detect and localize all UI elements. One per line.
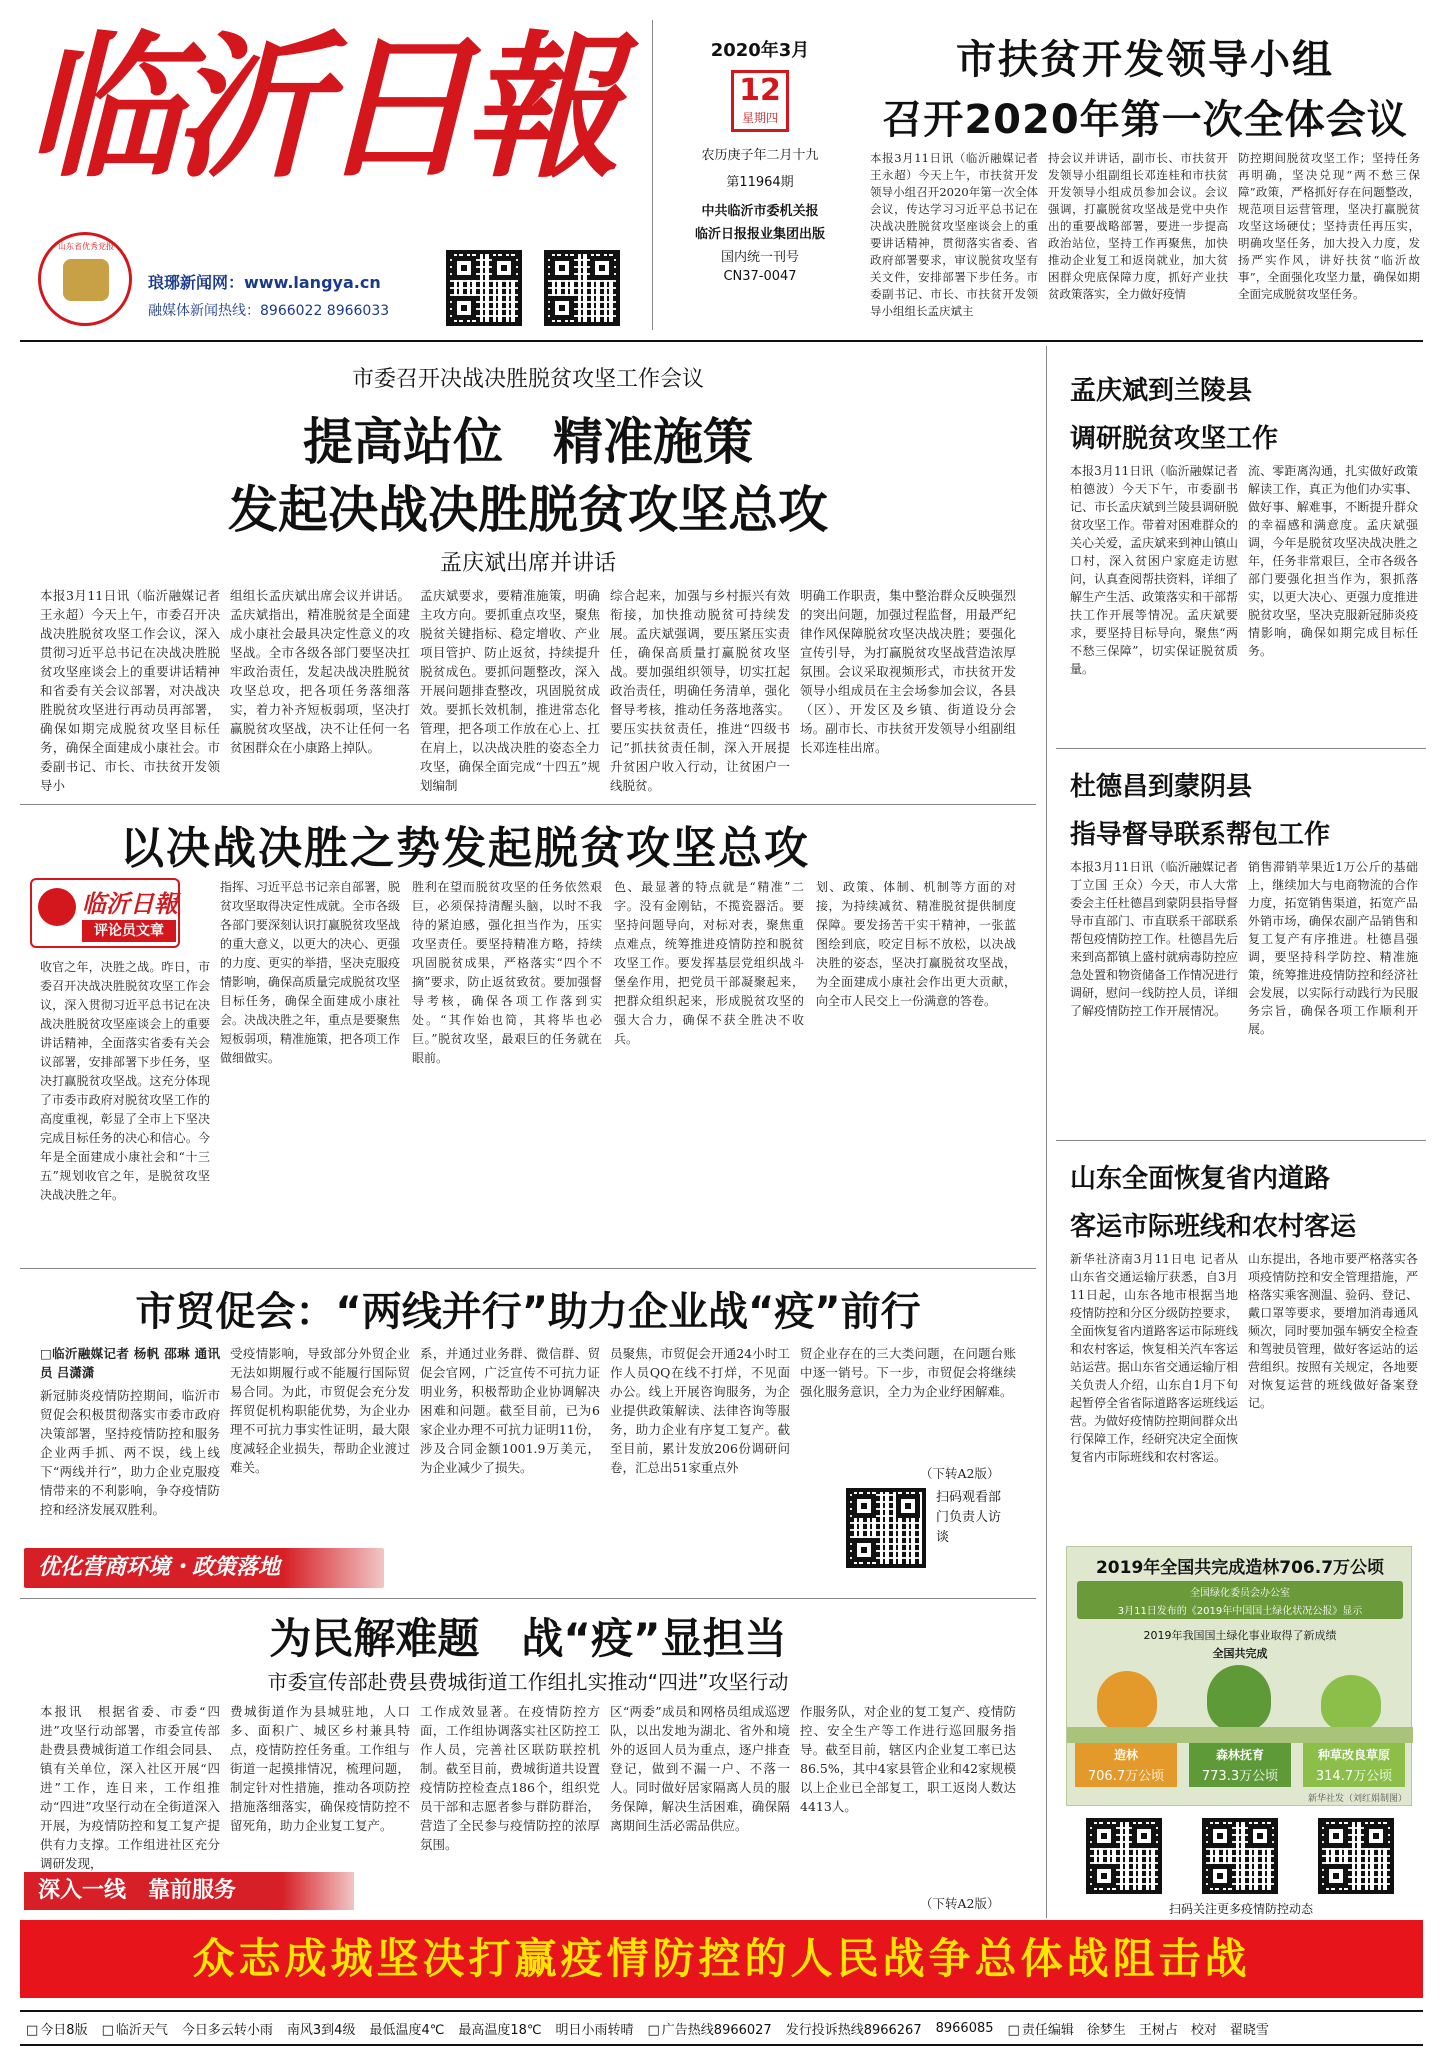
qr-code[interactable]	[544, 250, 620, 326]
qr-footer-label: 扫码关注更多疫情防控动态	[1168, 1902, 1313, 1916]
top-story-title-1: 市扶贫开发领导小组	[956, 37, 1334, 83]
infographic-item-3	[1303, 1743, 1405, 1787]
trade-continued: （下转A2版）	[920, 1466, 1000, 1481]
infographic-sub-2: 3月11日发布的《2019年中国国土绿化状况公报》显示	[1117, 1606, 1363, 1617]
qr-code[interactable]	[446, 250, 522, 326]
editorial-headline: 以决战决胜之势发起脱贫攻坚总攻	[120, 823, 810, 874]
editorial-logo-sub: 评论员文章	[82, 920, 176, 942]
trade-col-5: 贸企业存在的三大类问题，在问题台账中逐一销号。下一步，市贸促会将继续强化服务意识，全力为企业纾困解难。	[800, 1346, 1016, 1399]
feixian-headline: 为民解难题 战“疫”显担当	[269, 1614, 787, 1663]
lead-headline-2: 发起决战决胜脱贫攻坚总攻	[228, 481, 828, 539]
infographic-item-2	[1189, 1743, 1291, 1787]
feixian-col-2: 费城街道作为县城驻地，人口多、面积广、城区乡村兼具特点，疫情防控任务重。工作组与街道一起摸排情况，梳理问题，制定针对性措施，推动各项防控措施落细落实，确保疫情防控不留死角，助力企业复工复产。	[230, 1704, 410, 1833]
top-story-col-1: 本报3月11日讯（临沂融媒记者 王永超）今天上午，市扶贫开发领导小组召开2020年第一次全体会议，传达学习习近平总书记在决战决胜脱贫攻坚座谈会上的重要讲话精神，贯彻落实省委、省政府部署要求，审议脱贫攻坚有关文件，安排部署下步任务。市委副书记、市长、市扶贫开发领导小组组长孟庆斌主	[870, 151, 1038, 318]
editorial-logo-title: 临沂日報	[82, 889, 178, 918]
lead-byline: 孟庆斌出席并讲话	[439, 551, 616, 576]
editorial	[20, 808, 1036, 1268]
footer-editor: □ 责任编辑 徐梦生 王树占 校对 翟晓雪	[1008, 2019, 1269, 2038]
side-2-col-2: 销售滞销苹果近1万公斤的基础上，继续加大与电商物流的合作力度，拓宽销售渠道，拓宽产品外销市场，确保农副产品销售和复工复产有序推进。杜德昌强调，要坚持科学防控、精准施策，统筹推进疫情防控和经济社会发展，以实际行动践行为民服务宗旨，确保各项工作顺利开展。	[1248, 860, 1418, 1036]
footer-complaint: 发行投诉热线8966267	[785, 2022, 922, 2038]
infographic-sub-4: 全国共完成	[1212, 1647, 1268, 1660]
publisher-1: 中共临沂市委机关报	[701, 204, 819, 219]
trade-col-1: 新冠肺炎疫情防控期间，临沂市贸促会积极贯彻落实市委市政府决策部署，坚持疫情防控和服务企业两手抓、两不误，线上线下“两线并行”，助力企业克服疫情带来的不利影响，争夺疫情防控和经济发展双胜利。	[40, 1388, 220, 1517]
lead-col-5: 明确工作职责，集中整治群众反映强烈的突出问题，加强过程监督，用最严纪律作风保障脱贫攻坚决战决胜；要强化宣传引导，为打赢脱贫攻坚战营造浓厚氛围。会议采取视频形式，市扶贫开发领导小组成员在主会场参加会议，各县（区）、开发区及乡镇、街道设分会场。副市长、市扶贫开发领导小组副组长邓连桂出席。	[800, 588, 1016, 755]
feixian-col-1: 本报讯 根据省委、市委“四进”攻坚行动部署，市委宣传部赴费县费城街道工作组会同县、镇有关单位，深入社区开展“四进”工作，连日来，工作组推动“四进”攻坚行动在全街道深入开展，为疫情防控和复工复产提供有力支撑。工作组进社区充分调研发现，	[40, 1704, 220, 1871]
side-3-title-1: 山东全面恢复省内道路	[1070, 1164, 1331, 1194]
editorial-col-3: 胜利在望而脱贫攻坚的任务依然艰巨，必须保持清醒头脑，以时不我待的紧迫感，强化担当作为，压实攻坚责任。要坚持精准方略，持续巩固脱贫成果，严格落实“四个不摘”要求，防止返贫致贫。要加强督导考核，确保各项工作落到实处。“其作始也简，其将毕也必巨。”脱贫攻坚，最艰巨的任务就在眼前。	[412, 880, 602, 1065]
trade-banner-text: 优化营商环境・政策落地	[38, 1555, 281, 1580]
footer-weather-5: 明日小雨转晴	[555, 2022, 634, 2038]
side-3-col-1: 新华社济南3月11日电 记者从山东省交通运输厅获悉，自3月11日起，山东各地市根据当地疫情防控和分区分级防控要求，全面恢复省内道路客运市际班线和农村客运，恢复相关汽车客运站运营。据山东省交通运输厅相关负责人介绍，山东自1月下旬起暂停全省省际道路客运班线运营。为做好疫情防控期间群众出行保障工作，经研究决定全面恢复省内市际班线和农村客运。	[1070, 1252, 1239, 1464]
side-1-col-1: 本报3月11日讯（临沂融媒记者 柏德波）今天下午，市委副书记、市长孟庆斌到兰陵县调研脱贫攻坚工作。带着对困难群众的关心关爱，孟庆斌来到神山镇山口村，深入贫困户家庭走访慰问，认真查阅帮扶资料，详细了解生产生活、政策落实和干部帮扶工作开展等情况。孟庆斌要求，要坚持目标导向，聚焦“两不愁三保障”，切实保证脱贫质量。	[1070, 464, 1239, 676]
masthead-title: 临沂日報	[26, 16, 610, 199]
side-3-col-2: 山东提出，各地市要严格落实各项疫情防控和安全管理措施，严格落实乘客测温、验码、登记、戴口罩等要求，要增加消毒通风频次，同时要加强车辆安全检查和驾驶员管理，做好客运站的运营组织。按照有关规定，各地要对恢复运营的班线做好备案登记。	[1248, 1252, 1418, 1410]
feixian-col-4: 区“两委”成员和网格员组成巡逻队，以出发地为湖北、省外和境外的返回人员为重点，逐户排查登记，做到不漏一户、不落一人。同时做好居家隔离人员的服务保障，解决生活困难，确保隔离期间生活必需品供应。	[610, 1704, 790, 1833]
seal-text: 山东省优秀党报	[58, 242, 114, 251]
feixian-col-5: 作服务队，对企业的复工复产、疫情防控、安全生产等工作进行巡回服务指导。截至目前，辖区内企业复工率已达86.5%，其中4家县管企业和42家规模以上企业已全部复工，职工返岗人数达4413人。	[800, 1704, 1016, 1814]
editorial-col-4: 色、最显著的特点就是“精准”二字。没有金刚钻，不揽瓷器活。要坚持问题导向，对标对表，聚焦重点难点，统筹推进疫情防控和脱贫攻坚工作。要发挥基层党组织战斗堡垒作用，把党员干部凝聚起来，把群众组织起来，形成脱贫攻坚的强大合力，确保不获全胜决不收兵。	[614, 880, 804, 1046]
slogan-banner	[20, 1920, 1423, 1998]
infographic-title: 2019年全国共完成造林706.7万公顷	[1095, 1558, 1385, 1578]
feixian-col-3: 工作成效显著。在疫情防控方面，工作组协调落实社区防控工作人员，完善社区联防联控机制。截至目前，费城街道共设置疫情防控检查点186个，组织党员干部和志愿者参与群防群治，营造了全民参与疫情防控的浓厚氛围。	[420, 1704, 600, 1852]
top-story-col-2: 持会议并讲话，副市长、市扶贫开发领导小组副组长邓连桂和市扶贫开发领导小组成员参加会议。会议强调，打赢脱贫攻坚战是党中央作出的重要战略部署，要进一步提高政治站位，坚持工作再聚焦，加快推动企业复工和返岗就业，加大贫困群众兜底保障力度，抓好产业扶贫政策落实，全力做好疫情	[1048, 151, 1228, 301]
trade-story	[20, 1272, 1036, 1594]
hotline: 融媒体新闻热线：8966022 8966033	[148, 303, 390, 319]
infographic-item-3-label: 种草改良草原	[1317, 1748, 1390, 1762]
editorial-col-1: 收官之年，决胜之战。昨日，市委召开决战决胜脱贫攻坚工作会议，深入贯彻习近平总书记在决战决胜脱贫攻坚座谈会上的重要讲话精神，全面落实省委有关会议部署，安排部署下步任务，坚决打赢脱贫攻坚战。这充分体现了市委市政府对脱贫攻坚工作的高度重视，彰显了全市上下坚决完成目标任务的决心和信心。今年是全面建成小康社会和“十三五”规划收官之年，是脱贫攻坚决战决胜之年。	[40, 960, 210, 1202]
footer-complaint-2: 8966085	[935, 2020, 994, 2036]
infographic-sub-banner	[1077, 1581, 1403, 1619]
trade-qr-label: 扫码观看部门负责人访谈	[936, 1490, 1002, 1545]
footer-weather-label: □ 临沂天气	[102, 2019, 168, 2038]
side-2-title-2: 指导督导联系帮包工作	[1070, 820, 1331, 850]
qr-code[interactable]	[1318, 1818, 1394, 1894]
lunar-date: 农历庚子年二月十九	[701, 148, 819, 163]
top-story-col-3: 防控期间脱贫攻坚工作；坚持任务再明确，坚决兑现“两不愁三保障”政策，严格抓好存在问题整改，规范项目运营管理，坚决打赢脱贫攻坚这场硬仗；坚持责任再压实，明确攻坚任务，加大投入力度，发扬严实作风，讲好扶贫“临沂故事”，全面强化攻坚力量，确保如期全面完成脱贫攻坚任务。	[1238, 151, 1420, 301]
trade-col-2: 受疫情影响，导致部分外贸企业无法如期履行或不能履行国际贸易合同。为此，市贸促会充分发挥贸促机构职能优势，为企业办理不可抗力事实性证明，最大限度减轻企业损失，帮助企业渡过难关。	[230, 1346, 410, 1475]
side-1-col-2: 流、零距离沟通，扎实做好政策解读工作，真正为他们办实事、做好事、解难事，不断提升群众的幸福感和满意度。孟庆斌强调，今年是脱贫攻坚决战决胜之年，任务非常艰巨，全市各级各部门要强化担当作为，狠抓落实，以更大决心、更强力度推进脱贫攻坚，坚决克服新冠肺炎疫情影响，确保如期完成目标任务。	[1248, 464, 1418, 658]
footer	[20, 2010, 1423, 2046]
trade-headline: 市贸促会：“两线并行”助力企业战“疫”前行	[135, 1289, 921, 1335]
lead-col-2: 组组长孟庆斌出席会议并讲话。孟庆斌指出，精准脱贫是全面建成小康社会最具决定性意义的攻坚战。全市各级各部门要坚决扛牢政治责任，发起决战决胜脱贫攻坚总攻，把各项任务落细落实，着力补齐短板弱项，坚决打赢脱贫攻坚战，决不让任何一名贫困群众在小康路上掉队。	[230, 588, 410, 755]
qr-code[interactable]	[1202, 1818, 1278, 1894]
footer-pages: □ 今日8版	[26, 2019, 88, 2038]
feixian-continued: （下转A2版）	[920, 1896, 1000, 1911]
top-story-title-2: 召开2020年第一次全体会议	[882, 97, 1408, 143]
trade-banner	[24, 1548, 384, 1588]
feixian-story	[20, 1602, 1036, 1918]
feixian-banner-text: 深入一线 靠前服务	[38, 1878, 237, 1903]
infographic-item-1-label: 造林	[1113, 1748, 1138, 1762]
infographic-item-2-value: 773.3万公顷	[1201, 1769, 1279, 1784]
editorial-logo	[30, 878, 180, 948]
publisher-2: 临沂日报报业集团出版	[694, 227, 825, 242]
masthead	[0, 0, 1443, 340]
lead-kicker: 市委召开决战决胜脱贫攻坚工作会议	[351, 367, 704, 392]
footer-weather-4: 最高温度18℃	[458, 2022, 542, 2038]
publisher-code-2: CN37-0047	[723, 269, 797, 284]
infographic-sub-3: 2019年我国国土绿化事业取得了新成绩	[1143, 1629, 1337, 1642]
issue-number: 第11964期	[726, 175, 794, 190]
lead-col-3: 孟庆斌要求，要精准施策，明确主攻方向。要抓重点攻坚，聚焦脱贫关键指标、稳定增收、产业项目管护、防止返贫，持续提升脱贫成色。要抓问题整改，深入开展问题排查整改，巩固脱贫成效。要抓长效机制，推进常态化管理，把各项工作放在心上、扛在肩上，以决战决胜的姿态全力攻坚，确保全面完成“十四五”规划编制	[420, 588, 600, 793]
side-3-title-2: 客运市际班线和农村客运	[1070, 1212, 1357, 1242]
date-year-month: 2020年3月	[710, 40, 810, 61]
date-weekday: 星期四	[741, 111, 778, 125]
editorial-col-5: 划、政策、体制、机制等方面的对接，为持续减贫、精准脱贫提供制度保障。要发扬苦干实干精神，一张蓝图绘到底，咬定目标不放松，以决战决胜的姿态，坚决打赢脱贫攻坚战，为全面建成小康社会作出更大贡献，向全市人民交上一份满意的答卷。	[816, 880, 1016, 1008]
infographic-credit: 新华社发（刘红娟制图）	[1307, 1794, 1407, 1804]
side-1-title-1: 孟庆斌到兰陵县	[1070, 376, 1253, 406]
lead-headline-1: 提高站位 精准施策	[303, 413, 753, 471]
footer-ad: □ 广告热线8966027	[648, 2019, 772, 2038]
footer-weather-2: 南风3到4级	[286, 2022, 356, 2038]
side-1-title-2: 调研脱贫攻坚工作	[1070, 424, 1279, 454]
date-day: 12	[739, 73, 781, 108]
footer-weather-1: 今日多云转小雨	[181, 2022, 273, 2038]
trade-col-3: 系，并通过业务群、微信群、贸促会官网，广泛宣传不可抗力证明业务，积极帮助企业协调解决困难和问题。截至目前，已为6家企业办理不可抗力证明11份，涉及合同金额1001.9万美元，为企业减少了损失。	[420, 1346, 600, 1475]
qr-code[interactable]	[846, 1488, 926, 1568]
infographic-sub-1: 全国绿化委员会办公室	[1190, 1588, 1290, 1599]
date-panel	[660, 30, 860, 330]
lead-col-4: 综合起来，加强与乡村振兴有效衔接，加快推动脱贫可持续发展。孟庆斌强调，要压紧压实责任，确保高质量打赢脱贫攻坚战。要加强组织领导，切实扛起政治责任，明确任务清单，强化督导考核，推动任务落地落实。要压实扶贫责任，推进“四级书记”抓扶贫责任制，深入开展提升贫困户收入行动，让贫困户一线脱贫。	[610, 588, 790, 793]
infographic-item-1-value: 706.7万公顷	[1087, 1769, 1165, 1784]
trade-col-4: 员聚焦，市贸促会开通24小时工作人员QQ在线不打烊，不见面办公。线上开展咨询服务，为企业提供政策解读、法律咨询等服务，助力企业有序复工复产。截至目前，累计发放206份调研问卷，汇总出51家重点外	[610, 1346, 790, 1475]
feixian-sub: 市委宣传部赴费县费城街道工作组扎实推动“四进”攻坚行动	[267, 1670, 789, 1694]
date-day-box	[731, 70, 789, 132]
news-site[interactable]: 琅琊新闻网：www.langya.cn	[148, 273, 381, 292]
masthead-seal	[38, 232, 132, 326]
infographic-item-3-value: 314.7万公顷	[1315, 1769, 1393, 1784]
trade-byline: □临沂融媒记者 杨帆 邵琳 通讯员 吕潇潇	[40, 1346, 220, 1380]
publisher-code-1: 国内统一刊号	[720, 250, 799, 265]
footer-weather-3: 最低温度4℃	[369, 2022, 445, 2038]
editorial-col-2: 指挥、习近平总书记亲自部署，脱贫攻坚取得决定性成就。全市各级各部门要深刻认识打赢脱贫攻坚战的重大意义，以更大的决心、更强的力度、更实的举措，坚决克服疫情影响，确保高质量完成脱贫攻坚目标任务，确保全面建成小康社会。决战决胜之年，重点是要聚焦短板弱项，精准施策，把各项工作做细做实。	[220, 880, 401, 1065]
side-2-col-1: 本报3月11日讯（临沂融媒记者 丁立国 王众）今天，市人大常委会主任杜德昌到蒙阴县指导督导市直部门、市直联系干部联系帮包疫情防控工作。杜德昌先后来到高都镇上盛村就病毒防控应急处置和物资储备工作情况进行调研，慰问一线防控人员，详细了解疫情防控工作开展情况。	[1070, 860, 1239, 1018]
feixian-banner	[24, 1872, 354, 1910]
slogan-text: 众志成城坚决打赢疫情防控的人民战争总体战阻击战	[192, 1934, 1251, 1983]
lead-story	[20, 350, 1036, 800]
lead-col-1: 本报3月11日讯（临沂融媒记者 王永超）今天上午，市委召开决战决胜脱贫攻坚工作会议，深入贯彻习近平总书记在决战决胜脱贫攻坚座谈会上的重要讲话精神和省委有关会议部署，对决战决胜脱贫攻坚进行再动员再部署，确保如期完成脱贫攻坚目标任务，确保全面建成小康社会。市委副书记、市长、市扶贫开发领导小	[40, 588, 220, 793]
sidebar	[1056, 350, 1426, 1918]
infographic-item-1	[1075, 1743, 1177, 1787]
side-2-title-1: 杜德昌到蒙阴县	[1070, 772, 1253, 802]
infographic-item-2-label: 森林抚育	[1215, 1748, 1264, 1762]
infographic	[1066, 1546, 1412, 1806]
qr-code[interactable]	[1086, 1818, 1162, 1894]
